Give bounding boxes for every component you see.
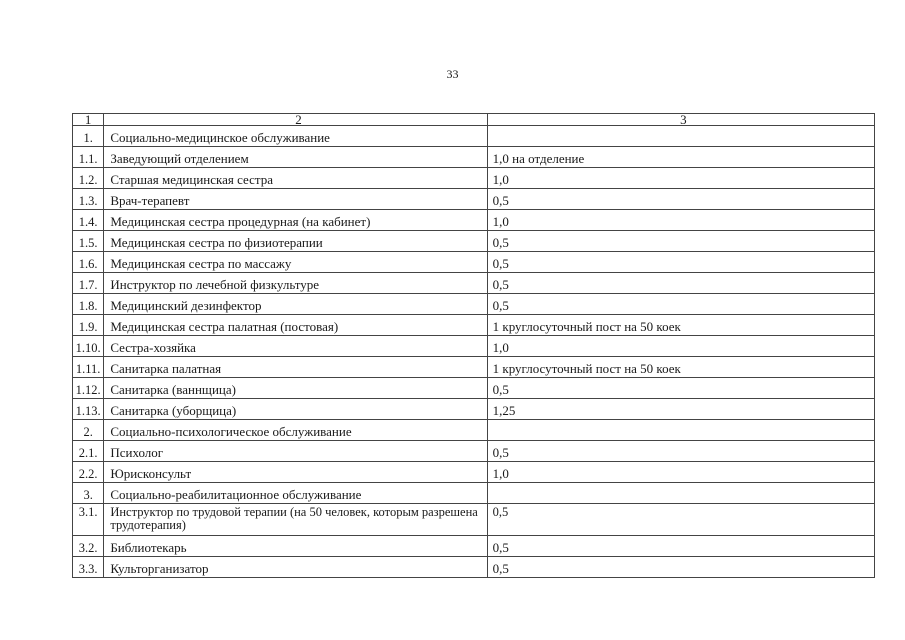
row-number: 1.1.: [78, 152, 98, 166]
row-position: Санитарка (ваннщица): [110, 382, 236, 397]
table-row: [73, 189, 875, 210]
row-position-cell: [104, 357, 487, 378]
row-number-cell: [73, 231, 104, 252]
table-row: [73, 504, 875, 536]
row-number: 1.11.: [75, 362, 101, 376]
page-number: 33: [446, 67, 459, 81]
row-number-cell: [73, 168, 104, 189]
row-position: Культорганизатор: [110, 561, 209, 576]
row-position: Социально-психологическое обслуживание: [110, 424, 352, 439]
row-position: Психолог: [110, 445, 164, 460]
row-number-cell: [73, 315, 104, 336]
table-row: [73, 536, 875, 557]
row-number: 2.: [83, 425, 93, 439]
row-norm: [493, 420, 871, 425]
row-position-cell: [104, 378, 487, 399]
table-row: [73, 399, 875, 420]
row-position: Сестра-хозяйка: [110, 340, 196, 355]
row-number: 1.2.: [78, 173, 98, 187]
table-row: [73, 441, 875, 462]
row-norm-cell: [487, 557, 874, 578]
table-row: [73, 420, 875, 441]
row-norm: 0,5: [492, 298, 509, 313]
table-row: [73, 357, 875, 378]
row-norm: 1,0: [492, 214, 509, 229]
row-norm-cell: [487, 441, 874, 462]
table-row: [73, 210, 875, 231]
row-norm-cell: [487, 315, 874, 336]
row-norm: [493, 126, 871, 131]
row-number-cell: [73, 210, 104, 231]
table-row: [73, 168, 875, 189]
table-row: [73, 294, 875, 315]
row-position-cell: [104, 399, 487, 420]
row-norm: 1,0 на отделение: [492, 151, 585, 166]
row-number: 1.13.: [75, 404, 101, 418]
row-number-cell: [73, 378, 104, 399]
header-col-1: 1: [73, 114, 104, 126]
row-position-cell: [104, 315, 487, 336]
row-norm-cell: [487, 483, 874, 504]
row-number-cell: [73, 504, 104, 536]
row-position-cell: [104, 294, 487, 315]
row-number-cell: [73, 147, 104, 168]
row-position: Медицинская сестра процедурная (на кабинет): [110, 214, 371, 229]
row-position: Библиотекарь: [110, 540, 187, 555]
row-norm-cell: [487, 357, 874, 378]
row-number-cell: [73, 483, 104, 504]
row-number: 1.3.: [78, 194, 98, 208]
row-position: Заведующий отделением: [110, 151, 249, 166]
row-position-cell: [104, 231, 487, 252]
row-number: 1.7.: [78, 278, 98, 292]
row-norm-cell: [487, 399, 874, 420]
row-number-cell: [73, 536, 104, 557]
row-number-cell: [73, 252, 104, 273]
table-row: [73, 126, 875, 147]
row-norm-cell: [487, 420, 874, 441]
row-number: 1.4.: [78, 215, 98, 229]
table-row: [73, 378, 875, 399]
row-norm-cell: [487, 126, 874, 147]
row-position-cell: [104, 273, 487, 294]
row-number: 2.2.: [78, 467, 98, 481]
row-norm-cell: [487, 462, 874, 483]
row-norm-cell: [487, 147, 874, 168]
table-row: [73, 315, 875, 336]
row-position: Старшая медицинская сестра: [110, 172, 274, 187]
row-norm-cell: [487, 536, 874, 557]
row-norm: 0,5: [492, 382, 509, 397]
table-row: [73, 231, 875, 252]
row-position-cell: [104, 210, 487, 231]
row-norm-cell: [487, 273, 874, 294]
table-row: [73, 273, 875, 294]
row-norm: 0,5: [492, 540, 509, 555]
row-norm: 0,5: [492, 561, 509, 576]
row-position: Врач-терапевт: [110, 193, 190, 208]
row-number: 1.5.: [78, 236, 98, 250]
row-norm: 0,5: [492, 445, 509, 460]
row-number: 1.9.: [78, 320, 98, 334]
row-norm-cell: [487, 189, 874, 210]
row-norm: 1,0: [492, 466, 509, 481]
row-norm: 0,5: [492, 193, 509, 208]
row-position: Инструктор по трудовой терапии (на 50 человек, которым разрешена трудотерапия): [110, 505, 478, 532]
row-number-cell: [73, 557, 104, 578]
row-number: 1.: [83, 131, 93, 145]
row-norm-cell: [487, 336, 874, 357]
table-row: [73, 336, 875, 357]
row-number-cell: [73, 399, 104, 420]
row-number: 1.12.: [75, 383, 101, 397]
row-position: Юрисконсульт: [110, 466, 192, 481]
row-position-cell: [104, 189, 487, 210]
row-number: 1.6.: [78, 257, 98, 271]
row-norm-cell: [487, 210, 874, 231]
row-norm: 1 круглосуточный пост на 50 коек: [492, 319, 681, 334]
row-position-cell: [104, 336, 487, 357]
row-position-cell: [104, 252, 487, 273]
table-header-row: [73, 114, 875, 126]
row-number: 3.2.: [78, 541, 98, 555]
row-norm: 1,0: [492, 340, 509, 355]
row-position-cell: [104, 483, 487, 504]
row-position-cell: [104, 441, 487, 462]
row-position-cell: [104, 462, 487, 483]
row-number-cell: [73, 189, 104, 210]
header-col-3: 3: [487, 114, 874, 126]
row-norm: 1,25: [492, 403, 516, 418]
row-number: 2.1.: [78, 446, 98, 460]
row-norm-cell: [487, 504, 874, 536]
row-position: Социально-медицинское обслуживание: [110, 130, 330, 145]
row-number-cell: [73, 441, 104, 462]
row-position: Инструктор по лечебной физкультуре: [110, 277, 320, 292]
row-norm-cell: [487, 168, 874, 189]
row-position: Социально-реабилитационное обслуживание: [110, 487, 362, 502]
row-norm: 0,5: [492, 277, 509, 292]
row-number: 3.1.: [78, 505, 98, 519]
row-number-cell: [73, 294, 104, 315]
table-body: [73, 126, 875, 578]
table-row: [73, 462, 875, 483]
row-number-cell: [73, 273, 104, 294]
row-position: Медицинская сестра палатная (постовая): [110, 319, 339, 334]
row-number: 1.10.: [75, 341, 101, 355]
row-position-cell: [104, 126, 487, 147]
row-norm: 1 круглосуточный пост на 50 коек: [492, 361, 681, 376]
row-number-cell: [73, 336, 104, 357]
row-number-cell: [73, 462, 104, 483]
row-norm-cell: [487, 378, 874, 399]
row-position-cell: [104, 420, 487, 441]
row-norm: [493, 483, 871, 488]
row-norm: 1,0: [492, 172, 509, 187]
row-position-cell: [104, 536, 487, 557]
row-position: Санитарка (уборщица): [110, 403, 237, 418]
table-row: [73, 557, 875, 578]
table-row: [73, 147, 875, 168]
row-position-cell: [104, 504, 487, 536]
row-number: 3.3.: [78, 562, 98, 576]
row-number: 1.8.: [78, 299, 98, 313]
row-number-cell: [73, 357, 104, 378]
row-position: Медицинская сестра по массажу: [110, 256, 292, 271]
row-position: Санитарка палатная: [110, 361, 222, 376]
row-norm: 0,5: [492, 235, 509, 250]
row-number-cell: [73, 420, 104, 441]
table-row: [73, 252, 875, 273]
row-position-cell: [104, 168, 487, 189]
row-position-cell: [104, 557, 487, 578]
row-number-cell: [73, 126, 104, 147]
row-norm: 0,5: [492, 256, 509, 271]
row-norm: 0,5: [492, 505, 509, 519]
row-position-cell: [104, 147, 487, 168]
staffing-table: [72, 113, 875, 578]
row-norm-cell: [487, 294, 874, 315]
row-position: Медицинский дезинфектор: [110, 298, 262, 313]
header-col-2: 2: [104, 114, 487, 126]
row-norm-cell: [487, 252, 874, 273]
row-number: 3.: [83, 488, 93, 502]
row-position: Медицинская сестра по физиотерапии: [110, 235, 323, 250]
row-norm-cell: [487, 231, 874, 252]
table-row: [73, 483, 875, 504]
